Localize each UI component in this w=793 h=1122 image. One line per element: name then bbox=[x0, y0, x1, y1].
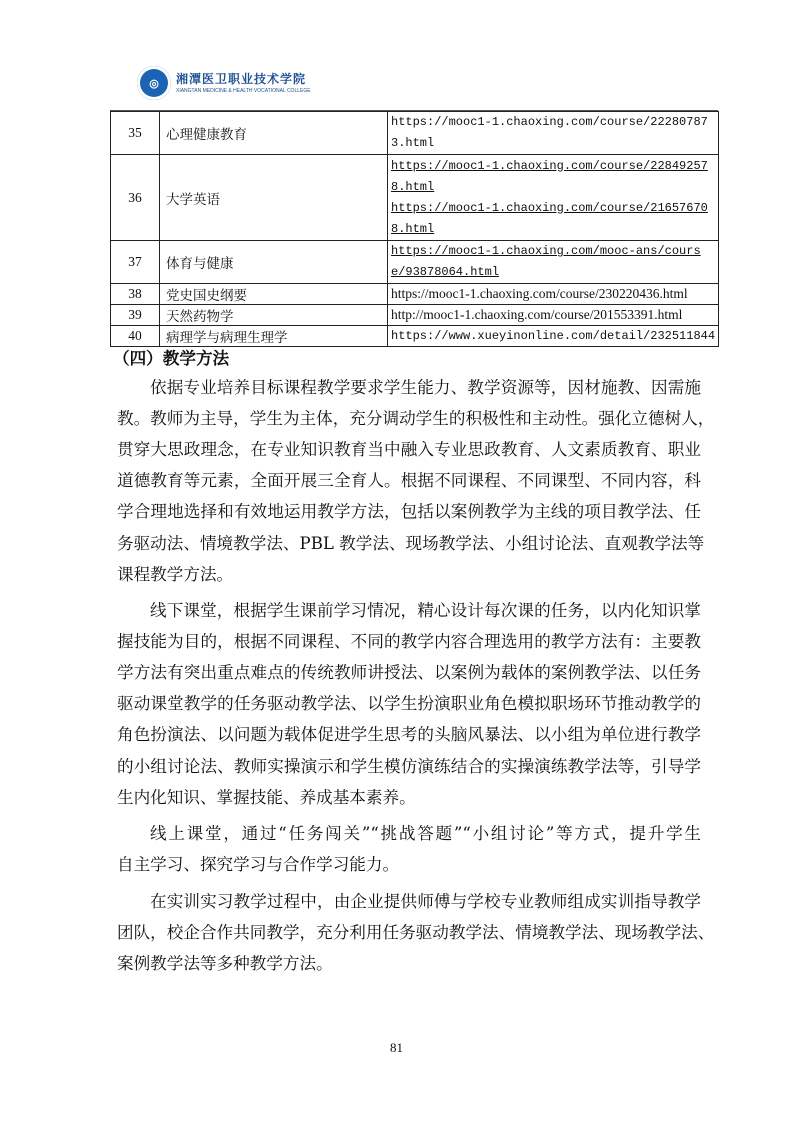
row-number: 40 bbox=[111, 326, 160, 347]
course-url-cell bbox=[388, 326, 719, 347]
paragraph-line: 团队，校企合作共同教学，充分利用任务驱动教学法、情境教学法、现场教学法、 bbox=[117, 923, 715, 942]
row-number: 38 bbox=[111, 284, 160, 305]
row-number: 39 bbox=[111, 305, 160, 326]
table-row bbox=[111, 305, 719, 326]
course-url-cell bbox=[388, 241, 719, 284]
course-link-table bbox=[110, 111, 719, 347]
paragraph-line: 线上课堂，通过“任务闯关”“挑战答题”“小组讨论”等方式，提升学生 bbox=[150, 824, 701, 843]
course-name: 天然药物学 bbox=[160, 305, 388, 326]
paragraph-line: 驱动课堂教学的任务驱动教学法、以学生扮演职业角色模拟职场环节推动教学的 bbox=[117, 694, 701, 713]
course-link[interactable]: https://mooc1-1.chaoxing.com/course/222807873.html bbox=[391, 115, 708, 150]
course-link[interactable]: https://mooc1-1.chaoxing.com/mooc-ans/course/93878064.html bbox=[391, 244, 701, 279]
course-url-cell bbox=[388, 305, 719, 326]
row-number: 35 bbox=[111, 112, 160, 155]
paragraph-line: 生内化知识、掌握技能、养成基本素养。 bbox=[117, 788, 416, 807]
paragraph-line: 角色扮演法、以问题为载体促进学生思考的头脑风暴法、以小组为单位进行教学 bbox=[117, 725, 701, 744]
table-row bbox=[111, 284, 719, 305]
section-heading: （四）教学方法 bbox=[113, 348, 230, 368]
course-name: 体育与健康 bbox=[160, 241, 388, 284]
paragraph-line: 案例教学法等多种教学方法。 bbox=[117, 954, 333, 973]
paragraph-line: 依据专业培养目标课程教学要求学生能力、教学资源等，因材施教、因需施 bbox=[150, 378, 701, 397]
logo-english-name: XIANGTAN MEDICINE & HEALTH VOCATIONAL COLLEGE bbox=[176, 87, 311, 94]
course-link[interactable]: https://mooc1-1.chaoxing.com/course/230220436.html bbox=[391, 286, 688, 301]
college-logo bbox=[137, 66, 311, 100]
course-name: 党史国史纲要 bbox=[160, 284, 388, 305]
college-seal-icon: ◎ bbox=[137, 66, 171, 100]
paragraph-line: 务驱动法、情境教学法、PBL 教学法、现场教学法、小组讨论法、直观教学法等 bbox=[117, 534, 705, 553]
paragraph-line: 的小组讨论法、教师实操演示和学生模仿演练结合的实操演练教学法等，引导学 bbox=[117, 757, 701, 776]
table-row bbox=[111, 112, 719, 155]
paragraph-line: 学合理地选择和有效地运用教学方法，包括以案例教学为主线的项目教学法、任 bbox=[117, 502, 701, 521]
row-number: 37 bbox=[111, 241, 160, 284]
course-link[interactable]: https://mooc1-1.chaoxing.com/course/216576708.html bbox=[391, 200, 708, 236]
paragraph-line: 贯穿大思政理念，在专业知识教育当中融入专业思政教育、人文素质教育、职业 bbox=[117, 440, 701, 459]
page-number: 81 bbox=[390, 1040, 403, 1055]
paragraph-line: 线下课堂，根据学生课前学习情况，精心设计每次课的任务，以内化知识掌 bbox=[150, 601, 701, 620]
course-link[interactable]: http://mooc1-1.chaoxing.com/course/201553391.html bbox=[391, 307, 683, 322]
paragraph-line: 道德教育等元素，全面开展三全育人。根据不同课程、不同课型、不同内容，科 bbox=[117, 471, 701, 490]
paragraph-line: 在实训实习教学过程中，由企业提供师傅与学校专业教师组成实训指导教学 bbox=[150, 892, 701, 911]
course-url-cell bbox=[388, 284, 719, 305]
table-row bbox=[111, 155, 719, 241]
course-link[interactable]: https://mooc1-1.chaoxing.com/course/228492578.html bbox=[391, 158, 708, 194]
paragraph-line: 课程教学方法。 bbox=[117, 565, 234, 584]
row-number: 36 bbox=[111, 155, 160, 241]
paragraph-line: 握技能为目的，根据不同课程、不同的教学内容合理选用的教学方法有：主要教 bbox=[117, 632, 701, 651]
course-link[interactable]: https://www.xueyinonline.com/detail/232511844 bbox=[391, 329, 716, 343]
course-url-cell bbox=[388, 112, 719, 155]
logo-chinese-name: 湘潭医卫职业技术学院 bbox=[176, 71, 307, 86]
paragraph-line: 教。教师为主导，学生为主体，充分调动学生的积极性和主动性。强化立德树人， bbox=[117, 409, 715, 428]
course-name: 大学英语 bbox=[160, 155, 388, 241]
table-row bbox=[111, 241, 719, 284]
paragraph-line: 学方法有突出重点难点的传统教师讲授法、以案例为载体的案例教学法、以任务 bbox=[117, 663, 701, 682]
paragraph-line: 自主学习、探究学习与合作学习能力。 bbox=[117, 855, 400, 874]
table-row bbox=[111, 326, 719, 347]
course-name: 心理健康教育 bbox=[160, 112, 388, 155]
course-name: 病理学与病理生理学 bbox=[160, 326, 388, 347]
course-url-cell bbox=[388, 155, 719, 241]
